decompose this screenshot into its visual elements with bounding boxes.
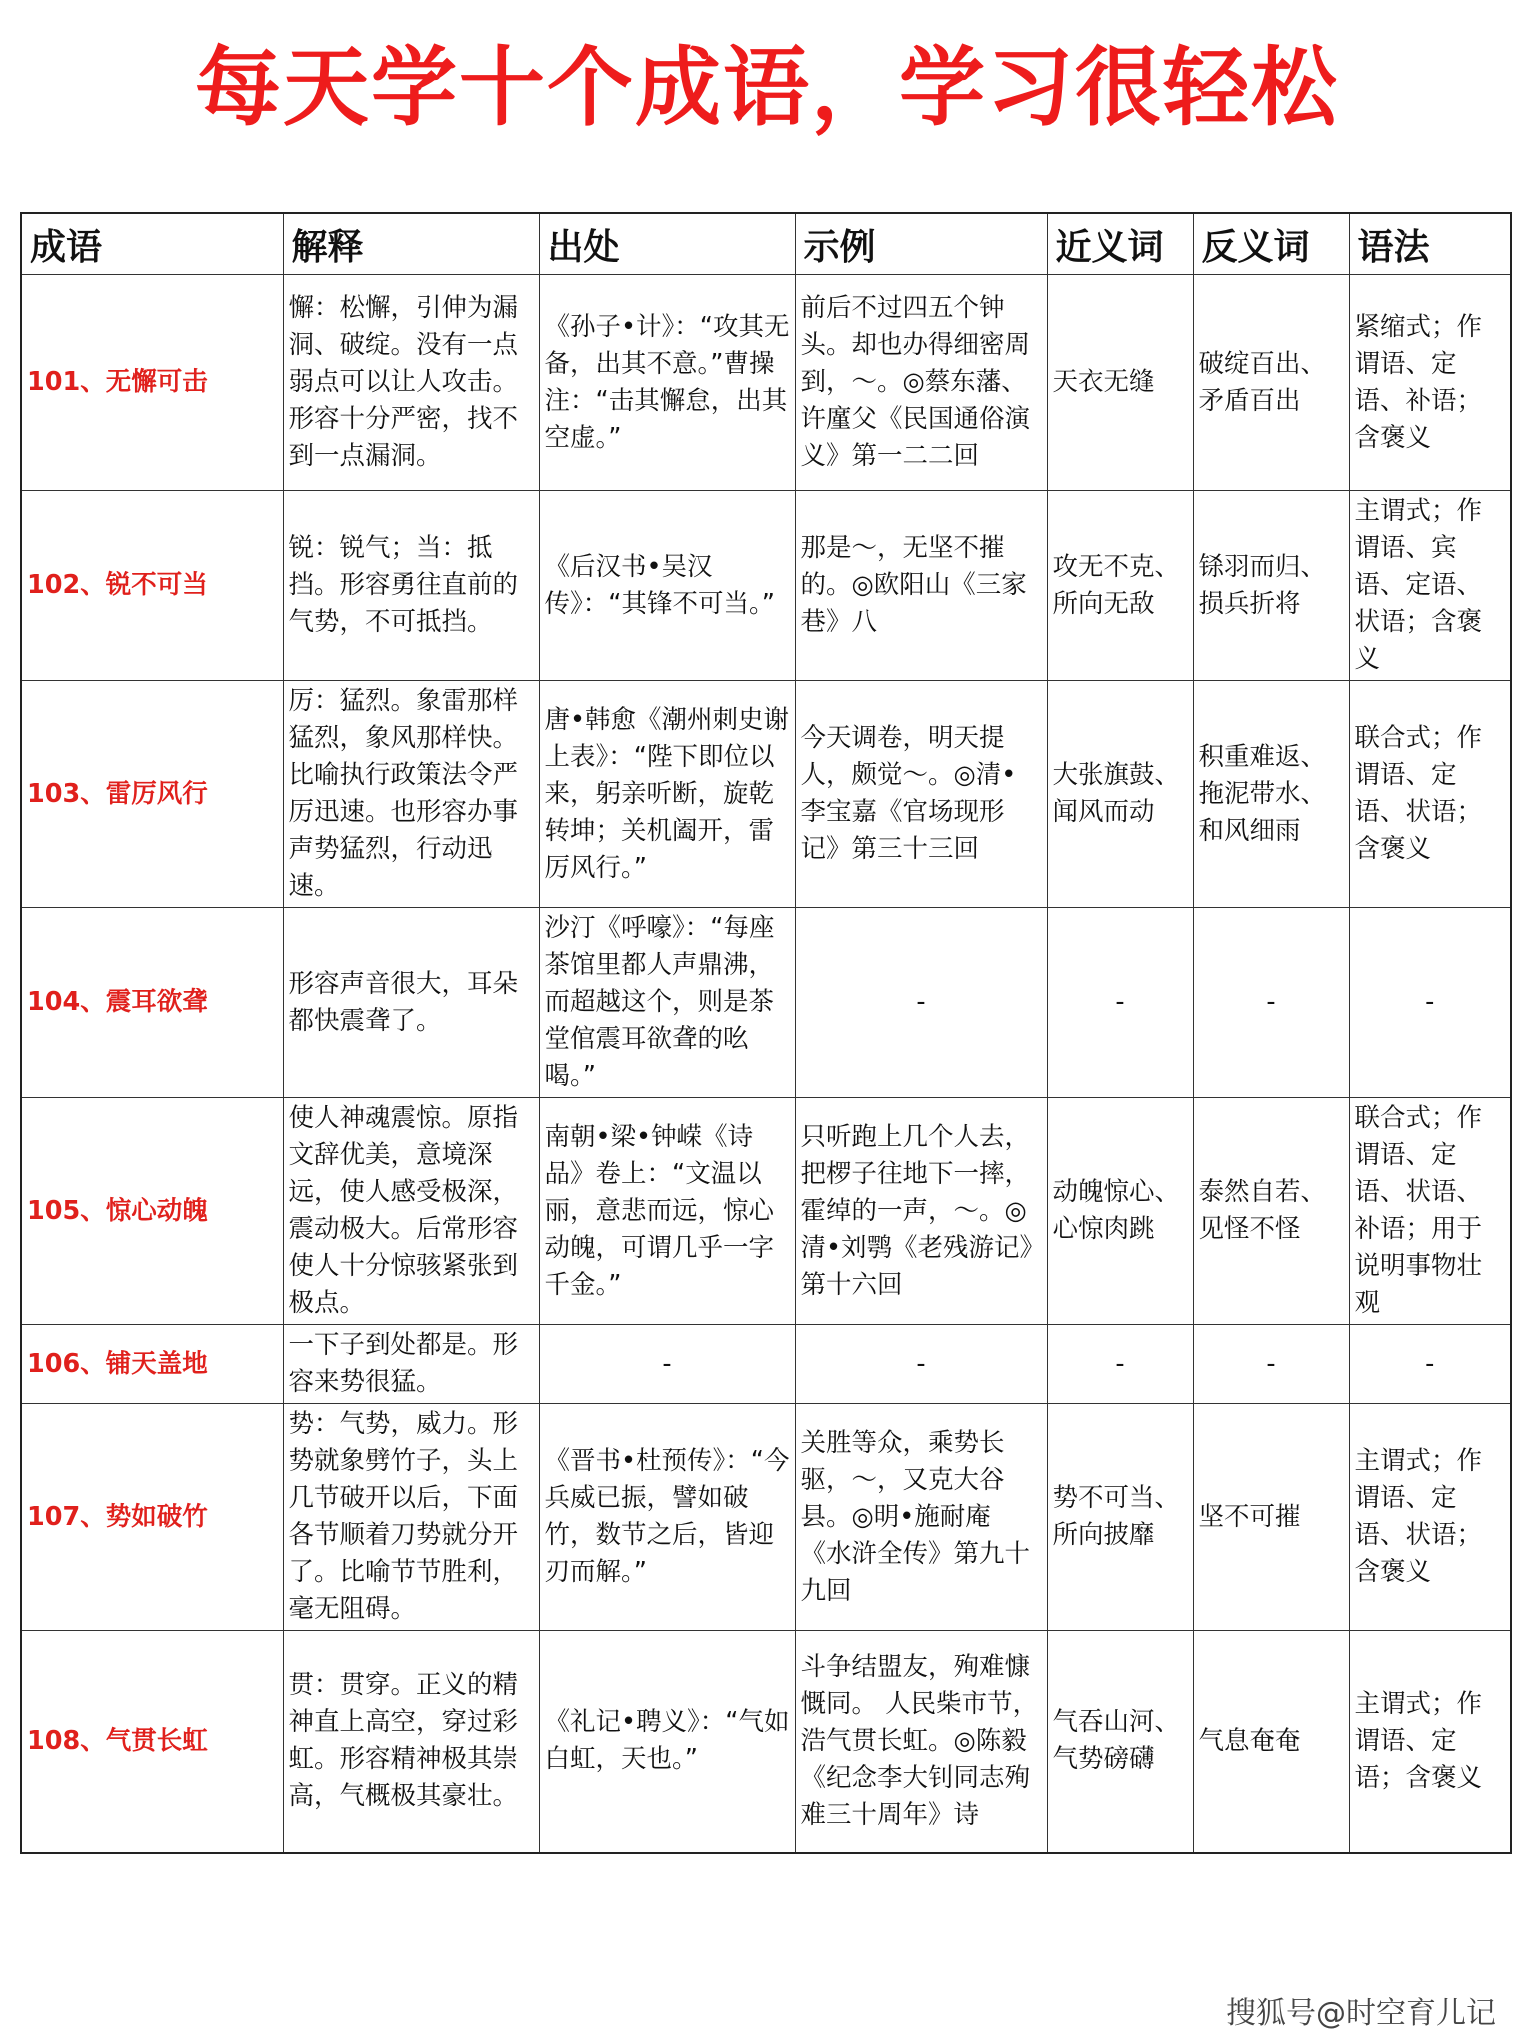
explain-cell: 懈：松懈，引伸为漏洞、破绽。没有一点弱点可以让人攻击。形容十分严密，找不到一点漏洞。 <box>283 275 539 491</box>
example-cell: 只听跑上几个人去，把椤子往地下一摔，霍绰的一声，～。◎清•刘鹗《老残游记》第十六回 <box>795 1098 1047 1325</box>
example-cell: - <box>795 908 1047 1098</box>
table-row <box>21 681 1511 908</box>
header-antonym: 反义词 <box>1193 213 1349 275</box>
page-title: 每天学十个成语，学习很轻松 <box>195 38 1339 138</box>
header-idiom: 成语 <box>21 213 283 275</box>
grammar-cell: 主谓式；作谓语、宾语、定语、状语；含褒义 <box>1349 491 1511 681</box>
header-row <box>21 213 1511 275</box>
synonym-cell: 大张旗鼓、闻风而动 <box>1047 681 1193 908</box>
example-cell: 前后不过四五个钟头。却也办得细密周到，～。◎蔡东藩、许廑父《民国通俗演义》第一二二回 <box>795 275 1047 491</box>
grammar-cell: 主谓式；作谓语、定语、状语；含褒义 <box>1349 1404 1511 1631</box>
table-row <box>21 275 1511 491</box>
synonym-cell: - <box>1047 1325 1193 1404</box>
table-row <box>21 908 1511 1098</box>
grammar-cell: 主谓式；作谓语、定语；含褒义 <box>1349 1631 1511 1853</box>
idiom-cell: 106、铺天盖地 <box>21 1325 283 1404</box>
source-cell: 《晋书•杜预传》：“今兵威已振，譬如破竹，数节之后，皆迎刃而解。” <box>539 1404 795 1631</box>
explain-cell: 厉：猛烈。象雷那样猛烈，象风那样快。比喻执行政策法令严厉迅速。也形容办事声势猛烈，行动迅速。 <box>283 681 539 908</box>
watermark: 搜狐号@时空育儿记 <box>1226 1996 1496 2031</box>
source-cell: 南朝•梁•钟嵘《诗品》卷上：“文温以丽，意悲而远，惊心动魄，可谓几乎一字千金。” <box>539 1098 795 1325</box>
synonym-cell: - <box>1047 908 1193 1098</box>
antonym-cell: 铩羽而归、损兵折将 <box>1193 491 1349 681</box>
grammar-cell: 联合式；作谓语、定语、状语；含褒义 <box>1349 681 1511 908</box>
header-grammar: 语法 <box>1349 213 1511 275</box>
idiom-cell: 103、雷厉风行 <box>21 681 283 908</box>
grammar-cell: 联合式；作谓语、定语、状语、补语；用于说明事物壮观 <box>1349 1098 1511 1325</box>
antonym-cell: - <box>1193 908 1349 1098</box>
explain-cell: 使人神魂震惊。原指文辞优美，意境深远，使人感受极深，震动极大。后常形容使人十分惊骇紧张到极点。 <box>283 1098 539 1325</box>
source-cell: 沙汀《呼嚎》：“每座茶馆里都人声鼎沸，而超越这个，则是茶堂倌震耳欲聋的吆喝。” <box>539 908 795 1098</box>
idiom-cell: 104、震耳欲聋 <box>21 908 283 1098</box>
explain-cell: 一下子到处都是。形容来势很猛。 <box>283 1325 539 1404</box>
grammar-cell: - <box>1349 1325 1511 1404</box>
table-row <box>21 1631 1511 1853</box>
grammar-cell: - <box>1349 908 1511 1098</box>
synonym-cell: 气吞山河、气势磅礴 <box>1047 1631 1193 1853</box>
example-cell: 今天调卷，明天提人，颇觉～。◎清•李宝嘉《官场现形记》第三十三回 <box>795 681 1047 908</box>
header-source: 出处 <box>539 213 795 275</box>
explain-cell: 锐：锐气；当：抵挡。形容勇往直前的气势，不可抵挡。 <box>283 491 539 681</box>
source-cell: - <box>539 1325 795 1404</box>
table-row <box>21 1404 1511 1631</box>
antonym-cell: 坚不可摧 <box>1193 1404 1349 1631</box>
table-row <box>21 1098 1511 1325</box>
explain-cell: 势：气势，威力。形势就象劈竹子，头上几节破开以后，下面各节顺着刀势就分开了。比喻节节胜利，毫无阻碍。 <box>283 1404 539 1631</box>
header-explain: 解释 <box>283 213 539 275</box>
antonym-cell: 气息奄奄 <box>1193 1631 1349 1853</box>
source-cell: 《礼记•聘义》：“气如白虹，天也。” <box>539 1631 795 1853</box>
idiom-cell: 108、气贯长虹 <box>21 1631 283 1853</box>
example-cell: 关胜等众，乘势长驱，～，又克大谷县。◎明•施耐庵《水浒全传》第九十九回 <box>795 1404 1047 1631</box>
antonym-cell: 泰然自若、见怪不怪 <box>1193 1098 1349 1325</box>
explain-cell: 形容声音很大，耳朵都快震聋了。 <box>283 908 539 1098</box>
grammar-cell: 紧缩式；作谓语、定语、补语；含褒义 <box>1349 275 1511 491</box>
antonym-cell: 积重难返、拖泥带水、和风细雨 <box>1193 681 1349 908</box>
header-synonym: 近义词 <box>1047 213 1193 275</box>
example-cell: - <box>795 1325 1047 1404</box>
idiom-cell: 105、惊心动魄 <box>21 1098 283 1325</box>
source-cell: 《孙子•计》：“攻其无备，出其不意。”曹操注：“击其懈怠，出其空虚。” <box>539 275 795 491</box>
antonym-cell: - <box>1193 1325 1349 1404</box>
example-cell: 斗争结盟友，殉难慷慨同。 人民柴市节，浩气贯长虹。◎陈毅《纪念李大钊同志殉难三十周年》诗 <box>795 1631 1047 1853</box>
idiom-cell: 107、势如破竹 <box>21 1404 283 1631</box>
synonym-cell: 攻无不克、所向无敌 <box>1047 491 1193 681</box>
synonym-cell: 势不可当、所向披靡 <box>1047 1404 1193 1631</box>
source-cell: 唐•韩愈《潮州刺史谢上表》：“陛下即位以来，躬亲听断，旋乾转坤；关机阖开，雷厉风行。” <box>539 681 795 908</box>
header-example: 示例 <box>795 213 1047 275</box>
synonym-cell: 天衣无缝 <box>1047 275 1193 491</box>
source-cell: 《后汉书•吴汉传》：“其锋不可当。” <box>539 491 795 681</box>
explain-cell: 贯：贯穿。正义的精神直上高空，穿过彩虹。形容精神极其崇高，气概极其豪壮。 <box>283 1631 539 1853</box>
synonym-cell: 动魄惊心、心惊肉跳 <box>1047 1098 1193 1325</box>
idiom-cell: 102、锐不可当 <box>21 491 283 681</box>
idiom-table <box>20 212 1512 1854</box>
antonym-cell: 破绽百出、矛盾百出 <box>1193 275 1349 491</box>
table-row <box>21 1325 1511 1404</box>
idiom-cell: 101、无懈可击 <box>21 275 283 491</box>
table-row <box>21 491 1511 681</box>
example-cell: 那是～，无坚不摧的。◎欧阳山《三家巷》八 <box>795 491 1047 681</box>
